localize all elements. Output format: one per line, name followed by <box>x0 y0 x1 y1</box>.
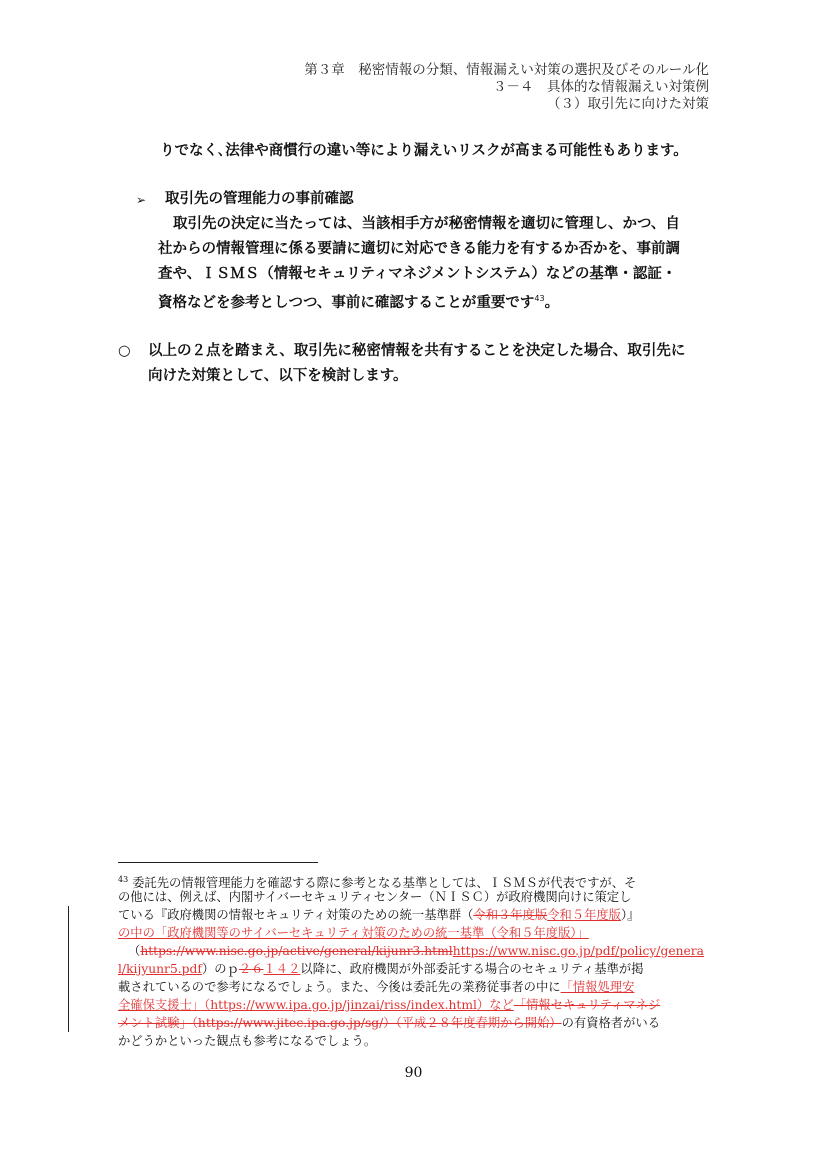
footnote-text: 載されているので参考になるでしょう。また、今後は委託先の業務従事者の中に <box>118 980 561 994</box>
bullet-line-2: 社からの情報管理に係る要請に適切に対応できる能力を有するか否かを、事前調 <box>158 241 680 257</box>
circle-line-2: 向けた対策として、以下を検討します。 <box>148 368 408 384</box>
bullet-marker-icon: ➢ <box>136 193 147 207</box>
inserted-text: １４２ <box>263 962 301 976</box>
inserted-text: 令和５年度版 <box>547 908 621 922</box>
footnote-line-7 <box>118 979 710 997</box>
footnote-line-9 <box>118 1015 710 1033</box>
footnote-text: ている『政府機関の情報セキュリティ対策のための統一基準群（ <box>118 908 474 922</box>
inserted-text[interactable]: 全確保支援士」（https://www.ipa.go.jp/jinzai/riss/index.html）など <box>118 998 514 1012</box>
bullet-line-1: 取引先の決定に当たっては、当該相手方が秘密情報を適切に管理し、かつ、自 <box>173 216 680 232</box>
deleted-text: 令和３年度版 <box>473 908 548 922</box>
circle-marker-icon: ○ <box>118 343 131 359</box>
header-section: ３－４ 具体的な情報漏えい対策例 <box>493 79 709 95</box>
header-subsection: （３）取引先に向けた対策 <box>547 96 709 112</box>
footnote-ref-43[interactable]: 43 <box>534 294 545 303</box>
footnote-text: 委託先の情報管理能力を確認する際に参考となる基準としては、ＩＳＭＳが代表ですが、そ <box>132 876 637 891</box>
inserted-link[interactable]: https://www.nisc.go.jp/pdf/policy/genera <box>452 944 705 958</box>
bullet-heading: 取引先の管理能力の事前確認 <box>165 191 354 207</box>
deleted-link[interactable]: https://www.nisc.go.jp/active/general/kijunr3.html <box>140 944 453 958</box>
deleted-text: 「情報セキュリティマネジ <box>513 998 661 1012</box>
bullet-line-3: 査や、ＩＳＭＳ（情報セキュリティマネジメントシステム）などの基準・認証・ <box>158 266 677 282</box>
footnote-line-10: かどうかといった観点も参考になるでしょう。 <box>118 1034 377 1048</box>
footnote-text: ）のｐ <box>201 962 239 976</box>
footnote-separator <box>118 862 318 863</box>
footnote-line-5 <box>128 943 720 961</box>
inserted-text: の中の「政府機関等のサイバーセキュリティ対策のための統一基準（令和５年度版）」 <box>118 926 589 940</box>
footnote-line-3 <box>118 907 710 925</box>
page-number: 90 <box>404 1065 423 1081</box>
footnote-text: の有資格者がいる <box>561 1016 660 1030</box>
deleted-text[interactable]: メント試験」（https://www.jitec.ipa.go.jp/sg/）（平成２８年度春期から開始） <box>118 1016 562 1030</box>
footnote-text: ）』 <box>620 908 640 922</box>
inserted-text: 「情報処理安 <box>560 980 635 994</box>
bullet-line-4 <box>158 286 559 316</box>
deleted-text: ２６ <box>238 962 264 976</box>
footnote-line-2: の他には、例えば、内閣サイバーセキュリティセンター（ＮＩＳＣ）が政府機関向けに策定し <box>118 890 632 904</box>
inserted-link[interactable]: l/kijyunr5.pdf <box>118 962 202 976</box>
footnote-text: （ <box>128 944 141 958</box>
footnote-text: 以降に、政府機関が外部委託する場合のセキュリティ基準が掲 <box>300 962 644 976</box>
circle-line-1: 以上の２点を踏まえ、取引先に秘密情報を共有することを決定した場合、取引先に <box>148 343 686 359</box>
revision-change-bar <box>68 906 69 1032</box>
footnote-line-4 <box>118 925 710 943</box>
bullet-line-4-text: 資格などを参考としつつ、事前に確認することが重要です <box>158 294 535 311</box>
footnote-number: 43 <box>118 875 129 884</box>
header-chapter: 第３章 秘密情報の分類、情報漏えい対策の選択及びそのルール化 <box>304 62 709 78</box>
footnote-line-6 <box>118 961 710 979</box>
bullet-line-4-end: 。 <box>544 294 560 311</box>
footnote-line-8 <box>118 997 710 1015</box>
body-para-continuation: りでなく､法律や商慣行の違い等により漏えいリスクが高まる可能性もあります。 <box>160 143 688 159</box>
running-header <box>304 62 709 113</box>
